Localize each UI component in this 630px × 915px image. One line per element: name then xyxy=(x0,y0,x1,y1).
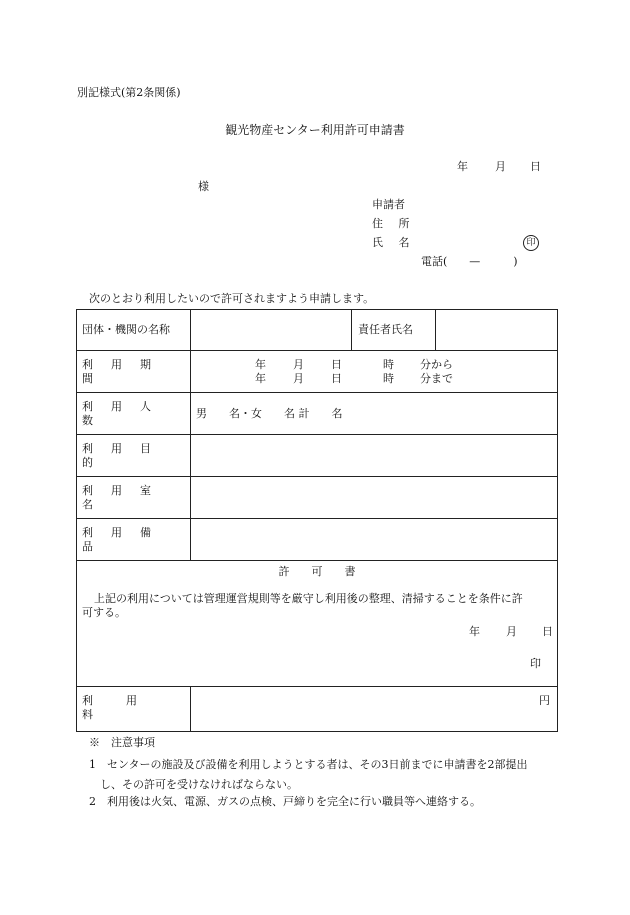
permit-date-year: 年 xyxy=(469,625,480,638)
note-item-1-line1: 1 センターの施設及び設備を利用しようとする者は、その3日前までに申請書を2部提出 xyxy=(89,758,528,771)
note-item-1 xyxy=(89,756,559,796)
permit-date-month: 月 xyxy=(506,625,517,638)
intro-text: 次のとおり利用したいので許可されますよう申請します。 xyxy=(89,292,375,305)
note-item-1-line2: し、その許可を受けなければならない。 xyxy=(100,778,298,791)
date-month: 月 xyxy=(495,160,506,173)
note-item-2: 2 利用後は火気、電源、ガスの点検、戸締りを完全に行い職員等へ連絡する。 xyxy=(89,795,481,808)
period-to-month: 月 xyxy=(293,371,304,385)
org-name-label-cell xyxy=(77,310,191,351)
permit-date-day: 日 xyxy=(542,625,553,638)
form-reference: 別記様式(第2条関係) xyxy=(77,86,181,99)
period-to-hour: 時 xyxy=(383,371,394,385)
notes-heading-text: ※ 注意事項 xyxy=(89,736,155,749)
row-people xyxy=(77,393,558,435)
period-from-line xyxy=(255,358,557,372)
period-from-minute: 分から xyxy=(420,357,453,371)
notes-heading xyxy=(89,734,155,752)
permit-body-line2: 可する。 xyxy=(82,606,126,619)
permit-seal-mark: 印 xyxy=(530,657,541,670)
period-label-cell xyxy=(77,351,191,393)
application-table xyxy=(76,309,558,732)
equipment-label: 利用備品 xyxy=(82,525,169,553)
org-name-value-cell[interactable] xyxy=(191,310,352,351)
period-values xyxy=(191,358,557,386)
applicant-heading: 申請者 xyxy=(372,198,405,211)
purpose-label-cell xyxy=(77,435,191,477)
room-label-cell xyxy=(77,477,191,519)
permit-cell xyxy=(77,561,558,687)
addressee-suffix: 様 xyxy=(198,180,209,193)
row-purpose xyxy=(77,435,558,477)
phone-line: 電話( — ) xyxy=(421,255,518,268)
row-period xyxy=(77,351,558,393)
address-label: 住 所 xyxy=(372,217,416,230)
responsible-label-cell xyxy=(352,310,436,351)
fee-label: 利用料 xyxy=(82,694,170,721)
fee-label-cell xyxy=(77,687,191,732)
period-to-minute: 分まで xyxy=(420,371,453,385)
period-value-cell[interactable] xyxy=(191,351,558,393)
equipment-value-cell[interactable] xyxy=(191,519,558,561)
permit-body-line1: 上記の利用については管理運営規則等を厳守し利用後の整理、清掃することを条件に許 xyxy=(94,592,523,605)
date-year: 年 xyxy=(457,160,468,173)
fee-value-cell[interactable] xyxy=(191,687,558,732)
period-to-year: 年 xyxy=(255,371,266,385)
document-title xyxy=(0,123,630,137)
responsible-value-cell[interactable] xyxy=(436,310,558,351)
room-label: 利用室名 xyxy=(82,483,169,511)
row-equipment xyxy=(77,519,558,561)
period-to-day: 日 xyxy=(331,371,342,385)
room-value-cell[interactable] xyxy=(191,477,558,519)
row-fee xyxy=(77,687,558,732)
row-organization xyxy=(77,310,558,351)
people-value: 男 名・女 名 計 名 xyxy=(196,406,343,420)
equipment-label-cell xyxy=(77,519,191,561)
row-permit xyxy=(77,561,558,687)
period-from-month: 月 xyxy=(293,357,304,371)
org-name-label: 団体・機関の名称 xyxy=(82,323,170,336)
fee-unit: 円 xyxy=(539,694,550,707)
purpose-label: 利用目的 xyxy=(82,441,169,469)
people-value-cell[interactable] xyxy=(191,393,558,435)
purpose-value-cell[interactable] xyxy=(191,435,558,477)
name-label: 氏 名 xyxy=(372,236,416,249)
period-label-text: 利用期間 xyxy=(82,357,169,385)
permit-heading: 許 可 書 xyxy=(278,565,356,578)
period-from-hour: 時 xyxy=(383,357,394,371)
period-from-day: 日 xyxy=(331,357,342,371)
document-title-text: 観光物産センター利用許可申請書 xyxy=(225,123,405,137)
people-label: 利用人数 xyxy=(82,399,169,427)
period-to-line xyxy=(255,372,557,386)
period-from-year: 年 xyxy=(255,357,266,371)
period-label xyxy=(77,358,190,386)
responsible-label: 責任者氏名 xyxy=(358,323,413,336)
date-day: 日 xyxy=(530,160,541,173)
applicant-seal-mark: 印 xyxy=(523,235,539,251)
people-label-cell xyxy=(77,393,191,435)
row-room xyxy=(77,477,558,519)
